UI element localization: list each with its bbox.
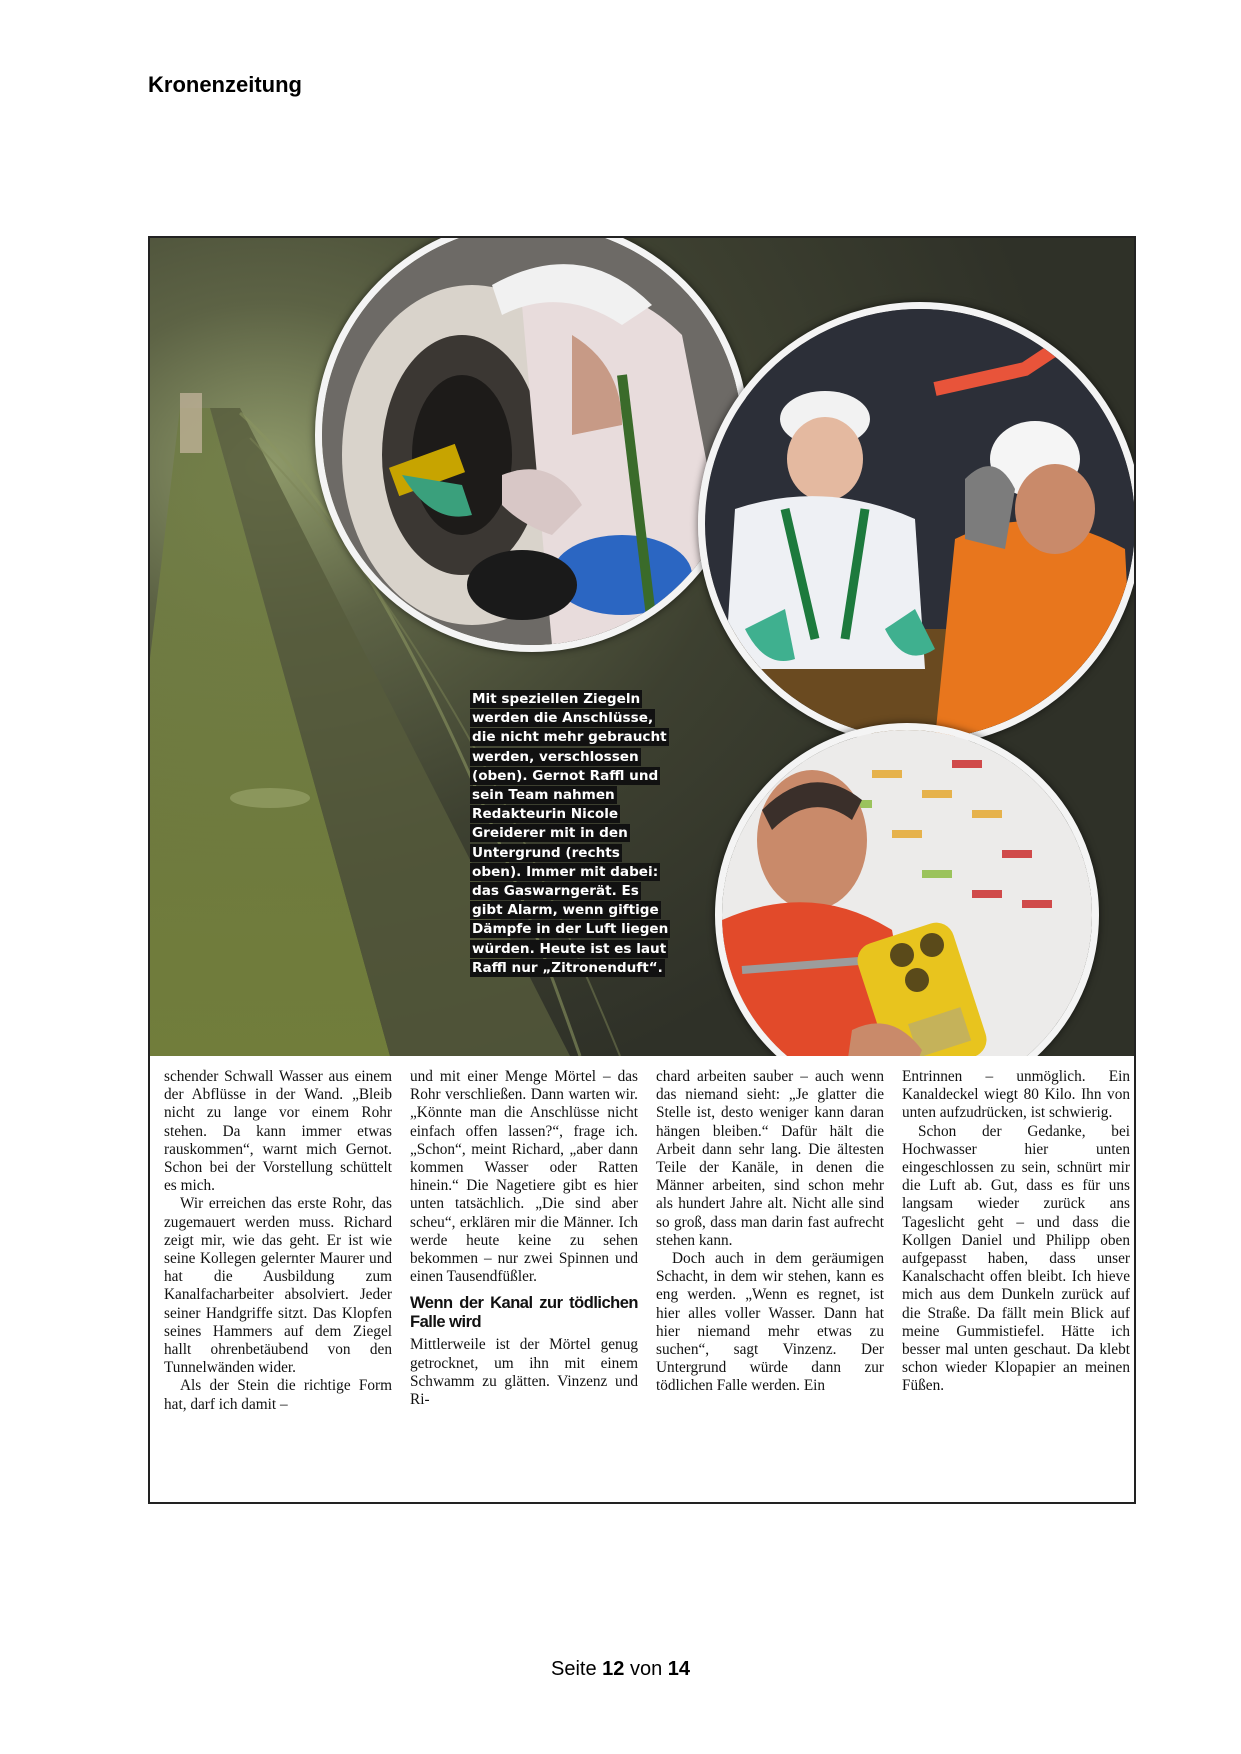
subheading: Wenn der Kanal zur tödlichen Falle wird xyxy=(410,1294,638,1332)
paragraph: Mittlerweile ist der Mörtel genug getrocknet, um ihn mit einem Schwamm zu glätten. Vinzenz und Ri- xyxy=(410,1336,638,1409)
worker-bricks-photo xyxy=(315,238,749,652)
paragraph: Entrinnen – unmöglich. Ein Kanaldeckel wiegt 80 Kilo. Ihn von unten aufzudrücken, ist schwierig. xyxy=(902,1068,1130,1122)
paragraph: chard arbeiten sauber – auch wenn das niemand sieht: „Je glatter die Stelle ist, desto weniger kann daran hängen bleiben.“ Dafür hält die Arbeit dann sehr lang. Die ältesten Teile der Kanäle, in denen die Männer arbeiten, sind schon mehr als hundert Jahre alt. Nicht alle sind so groß, dass man darin fast aufrecht stehen kann. xyxy=(656,1068,884,1249)
article-column-1 xyxy=(164,1068,392,1414)
paragraph: schender Schwall Wasser aus einem der Abflüsse in der Wand. „Bleib nicht zu lange vor einem Rohr stehen. Da kann immer etwas rauskommen“, warnt mich Gernot. Schon bei der Vorstellung schüttelt es mich. xyxy=(164,1068,392,1195)
article-column-2 xyxy=(410,1068,638,1409)
article-column-4 xyxy=(902,1068,1130,1396)
paragraph: Als der Stein die richtige Form hat, darf ich damit – xyxy=(164,1377,392,1413)
photo-collage xyxy=(150,238,1134,1056)
team-in-shaft-photo xyxy=(698,302,1134,746)
paragraph: Wir erreichen das erste Rohr, das zugemauert werden muss. Richard zeigt mir, wie das geht. Er ist wie seine Kollegen gelernter Maurer und hat die Ausbildung zum Kanalfacharbeiter absolviert. Jeder seiner Handgriffe sitzt. Das Klopfen seines Hammers auf dem Ziegel hallt ohrenbetäubend von den Tunnelwänden wider. xyxy=(164,1195,392,1377)
paragraph: und mit einer Menge Mörtel – das Rohr verschließen. Dann warten wir. „Könnte man die Anschlüsse nicht einfach offen lassen?“, frage ich. „Schon“, meint Richard, „aber dann kommen Wasser oder Ratten hinein.“ Die Nagetiere gibt es hier unten tatsächlich. „Die sind aber scheu“, erklären mir die Männer. Ich werde heute keine zu sehen bekommen – nur zwei Spinnen und einen Tausendfüßler. xyxy=(410,1068,638,1286)
article-column-3 xyxy=(656,1068,884,1396)
page-total: 14 xyxy=(667,1658,691,1680)
page-of-label: von xyxy=(629,1658,663,1680)
paragraph: Doch auch in dem geräumigen Schacht, in dem wir stehen, kann es eng werden. „Wenn es regnet, ist hier alles voller Wasser. Dann hat hier niemand mehr etwas zu suchen“, sagt Vinzenz. Der Untergrund würde dann zur tödlichen Falle werden. Ein xyxy=(656,1250,884,1395)
article-body xyxy=(164,1068,1130,1498)
photo-caption: Mit speziellen Ziegeln werden die Anschlüsse, die nicht mehr gebraucht werden, verschlossen (oben). Gernot Raffl und sein Team nahmen Redakteurin Nicole Greiderer mit in den Untergrund (rechts oben). Immer mit dabei: das Gaswarngerät. Es gibt Alarm, wenn giftige Dämpfe in der Luft liegen würden. Heute ist es laut Raffl nur „Zitronenduft“. xyxy=(472,691,669,976)
source-title: Kronenzeitung xyxy=(148,72,302,97)
paragraph: Schon der Gedanke, bei Hochwasser hier unten eingeschlossen zu sein, schnürt mir die Luft ab. Gut, dass es für uns langsam wieder zurück ans Tageslicht geht – und dass die Kollgen Daniel und Philipp oben aufgepasst haben, dass unser Kanalschacht offen bleibt. Ich hieve mich aus dem Dunkeln zurück auf die Straße. Da fällt mein Blick auf meine Gummistiefel. Hätte ich besser mal unten geschaut. Da klebt schon wieder Klopapier an meinen Füßen. xyxy=(902,1122,1130,1395)
page-number: 12 xyxy=(602,1658,625,1680)
page-label: Seite xyxy=(550,1658,597,1680)
newspaper-clipping xyxy=(148,236,1136,1504)
page-footer xyxy=(0,1658,1241,1681)
